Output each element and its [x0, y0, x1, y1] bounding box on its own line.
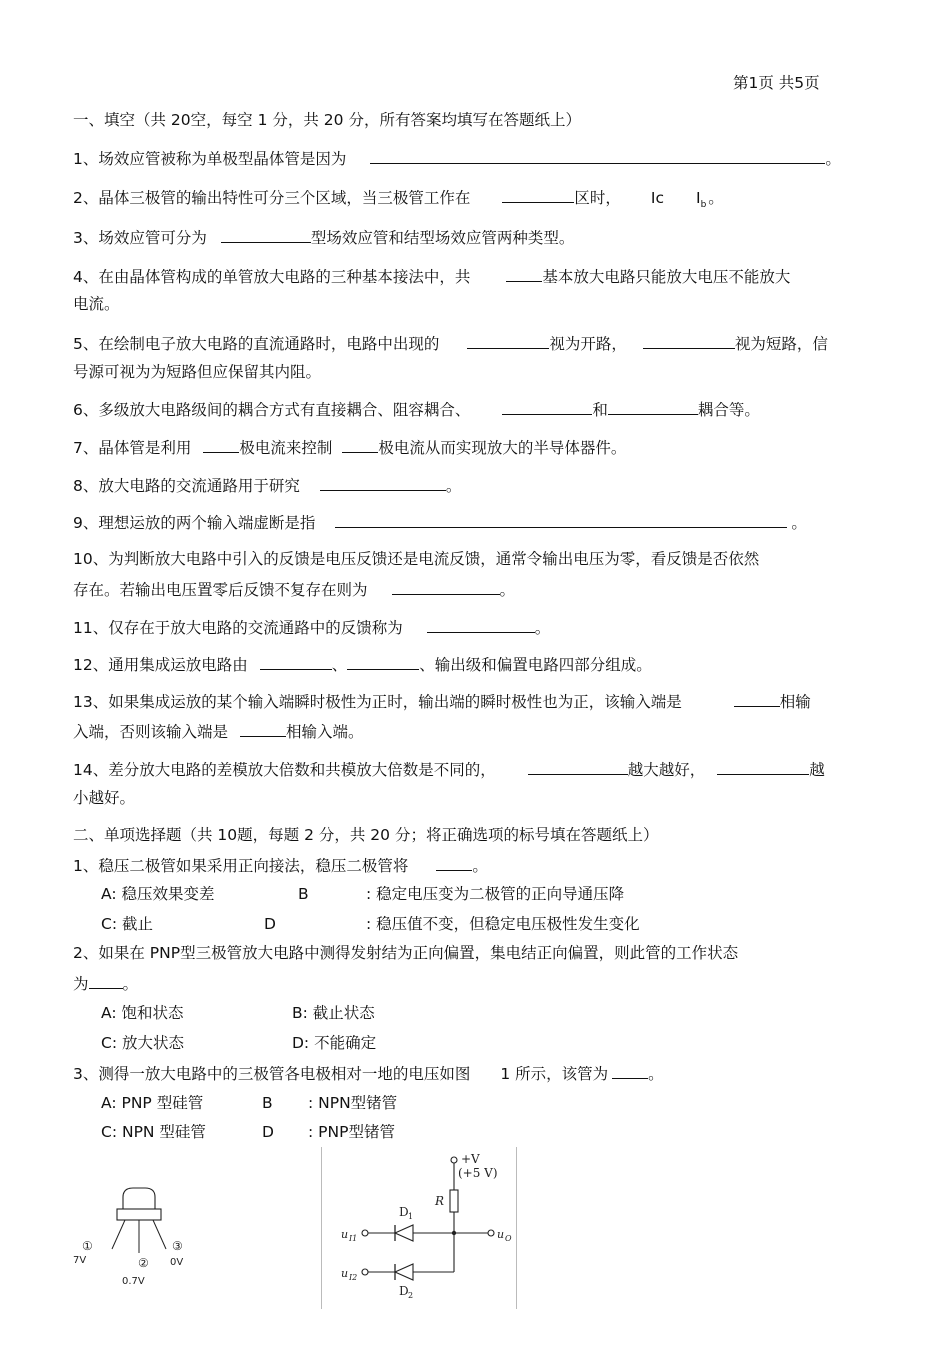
transistor-figure: [70, 1185, 200, 1290]
diode-1: [395, 1225, 413, 1241]
resistor: [450, 1190, 458, 1212]
question-1-3: 3、场效应管可分为 型场效应管和结型场效应管两种类型。: [73, 229, 575, 247]
question-1-13-cont: 入端，否则该输入端是 相输入端。: [73, 723, 364, 741]
blank[interactable]: [717, 759, 809, 775]
blank[interactable]: [260, 654, 332, 670]
blank[interactable]: [342, 437, 378, 453]
input-1-terminal: [362, 1230, 368, 1236]
voltage-3: 0V: [170, 1257, 184, 1268]
blank[interactable]: [370, 148, 825, 164]
section-1-title: 一、填空（共 20空，每空 1 分，共 20 分，所有答案均填写在答题纸上）: [73, 111, 581, 129]
blank[interactable]: [89, 973, 123, 989]
blank[interactable]: [436, 855, 472, 871]
page-info: 第1页 共5页: [733, 74, 820, 92]
question-1-10-cont: 存在。若输出电压置零后反馈不复存在则为 。: [73, 581, 516, 599]
pin-3-label: ③: [172, 1239, 183, 1253]
svg-text:1: 1: [408, 1212, 414, 1221]
option-d-letter[interactable]: D: [262, 1123, 274, 1141]
blank[interactable]: [240, 721, 286, 737]
question-2-1: 1、稳压二极管如果采用正向接法，稳压二极管将 。: [73, 857, 488, 875]
option-a[interactable]: A: 饱和状态: [101, 1004, 184, 1022]
blank[interactable]: [203, 437, 239, 453]
svg-text:2: 2: [408, 1291, 414, 1300]
question-1-1: 1、场效应管被称为单极型晶体管是因为 。: [73, 150, 841, 168]
diode-circuit-figure: [321, 1147, 517, 1309]
voltage-2: 0.7V: [122, 1276, 145, 1287]
question-1-12: 12、通用集成运放电路由 、 、输出级和偏置电路四部分组成。: [73, 656, 652, 674]
diode-2-label: D: [399, 1284, 409, 1298]
question-2-2-cont: 为 。: [73, 975, 139, 993]
output-terminal: [488, 1230, 494, 1236]
question-1-5: 5、在绘制电子放大电路的直流通路时，电路中出现的 视为开路， 视为短路，信: [73, 335, 828, 353]
option-b-text: : 稳定电压变为二极管的正向导通压降: [366, 885, 625, 903]
resistor-label: R: [435, 1194, 445, 1208]
supply-terminal: [451, 1157, 457, 1163]
svg-text:I2: I2: [349, 1273, 358, 1282]
question-1-4-cont: 电流。: [73, 295, 120, 313]
blank[interactable]: [427, 617, 535, 633]
option-d[interactable]: D: 不能确定: [292, 1034, 377, 1052]
diode-1-label: D: [399, 1205, 409, 1219]
transistor-rim: [117, 1209, 161, 1220]
option-b-text: : NPN型锗管: [308, 1094, 398, 1112]
blank[interactable]: [221, 227, 311, 243]
question-1-8: 8、放大电路的交流通路用于研究 。: [73, 477, 462, 495]
question-2-2: 2、如果在 PNP型三极管放大电路中测得发射结为正向偏置，集电结正向偏置，则此管的工作状态: [73, 944, 739, 962]
diode-2: [395, 1264, 413, 1280]
input-2-label: u: [341, 1267, 349, 1280]
blank[interactable]: [506, 266, 542, 282]
pin-2-label: ②: [138, 1256, 149, 1270]
blank[interactable]: [643, 333, 735, 349]
question-1-10: 10、为判断放大电路中引入的反馈是电压反馈还是电流反馈，通常令输出电压为零，看反馈是否依然: [73, 550, 760, 568]
question-1-6: 6、多级放大电路级间的耦合方式有直接耦合、阻容耦合、 和 耦合等。: [73, 401, 760, 419]
blank[interactable]: [734, 691, 780, 707]
option-d-text: : PNP型锗管: [308, 1123, 395, 1141]
option-b-letter[interactable]: B: [262, 1094, 273, 1112]
blank[interactable]: [392, 579, 500, 595]
blank[interactable]: [467, 333, 549, 349]
question-1-7: 7、晶体管是利用 极电流来控制 极电流从而实现放大的半导体器件。: [73, 439, 627, 457]
question-1-14-cont: 小越好。: [73, 789, 136, 807]
input-2-terminal: [362, 1269, 368, 1275]
question-1-13: 13、如果集成运放的某个输入端瞬时极性为正时，输出端的瞬时极性也为正，该输入端是 相输: [73, 693, 811, 711]
option-c[interactable]: C: NPN 型硅管: [101, 1123, 206, 1141]
question-1-14: 14、差分放大电路的差模放大倍数和共模放大倍数是不同的， 越大越好， 越: [73, 761, 825, 779]
section-2-title: 二、单项选择题（共 10题，每题 2 分，共 20 分；将正确选项的标号填在答题纸上）: [73, 826, 659, 844]
blank[interactable]: [608, 399, 698, 415]
lead-1: [112, 1220, 125, 1249]
blank[interactable]: [320, 475, 446, 491]
blank[interactable]: [335, 512, 787, 528]
option-c[interactable]: C: 放大状态: [101, 1034, 184, 1052]
blank[interactable]: [502, 187, 574, 203]
voltage-1: 7V: [73, 1255, 87, 1266]
option-d-text: : 稳压值不变，但稳定电压极性发生变化: [366, 915, 640, 933]
option-a[interactable]: A: 稳压效果变差: [101, 885, 215, 903]
blank[interactable]: [528, 759, 628, 775]
option-b[interactable]: B: 截止状态: [292, 1004, 375, 1022]
svg-text:I1: I1: [349, 1234, 358, 1243]
question-1-2: 2、晶体三极管的输出特性可分三个区域，当三极管工作在 区时， Ic $I_b$ 。: [73, 189, 724, 211]
option-a[interactable]: A: PNP 型硅管: [101, 1094, 204, 1112]
output-label: u: [497, 1228, 505, 1241]
option-b-letter[interactable]: B: [298, 885, 309, 903]
svg-text:O: O: [505, 1234, 512, 1243]
option-d-letter[interactable]: D: [264, 915, 276, 933]
input-1-label: u: [341, 1228, 349, 1241]
question-1-4: 4、在由晶体管构成的单管放大电路的三种基本接法中，共 基本放大电路只能放大电压不能放大: [73, 268, 791, 286]
lead-3: [153, 1220, 166, 1249]
question-1-11: 11、仅存在于放大电路的交流通路中的反馈称为 。: [73, 619, 551, 637]
supply-label: +V: [461, 1152, 480, 1166]
blank[interactable]: [347, 654, 419, 670]
supply-value: (+5 V): [458, 1166, 498, 1180]
blank[interactable]: [612, 1063, 648, 1079]
blank[interactable]: [502, 399, 592, 415]
pin-1-label: ①: [82, 1239, 93, 1253]
option-c[interactable]: C: 截止: [101, 915, 153, 933]
question-2-3: 3、测得一放大电路中的三极管各电极相对一地的电压如图 1 所示，该管为 。: [73, 1065, 664, 1083]
question-1-9: 9、理想运放的两个输入端虚断是指 。: [73, 514, 807, 532]
transistor-cap: [123, 1188, 155, 1209]
question-1-5-cont: 号源可视为为短路但应保留其内阻。: [73, 363, 322, 381]
